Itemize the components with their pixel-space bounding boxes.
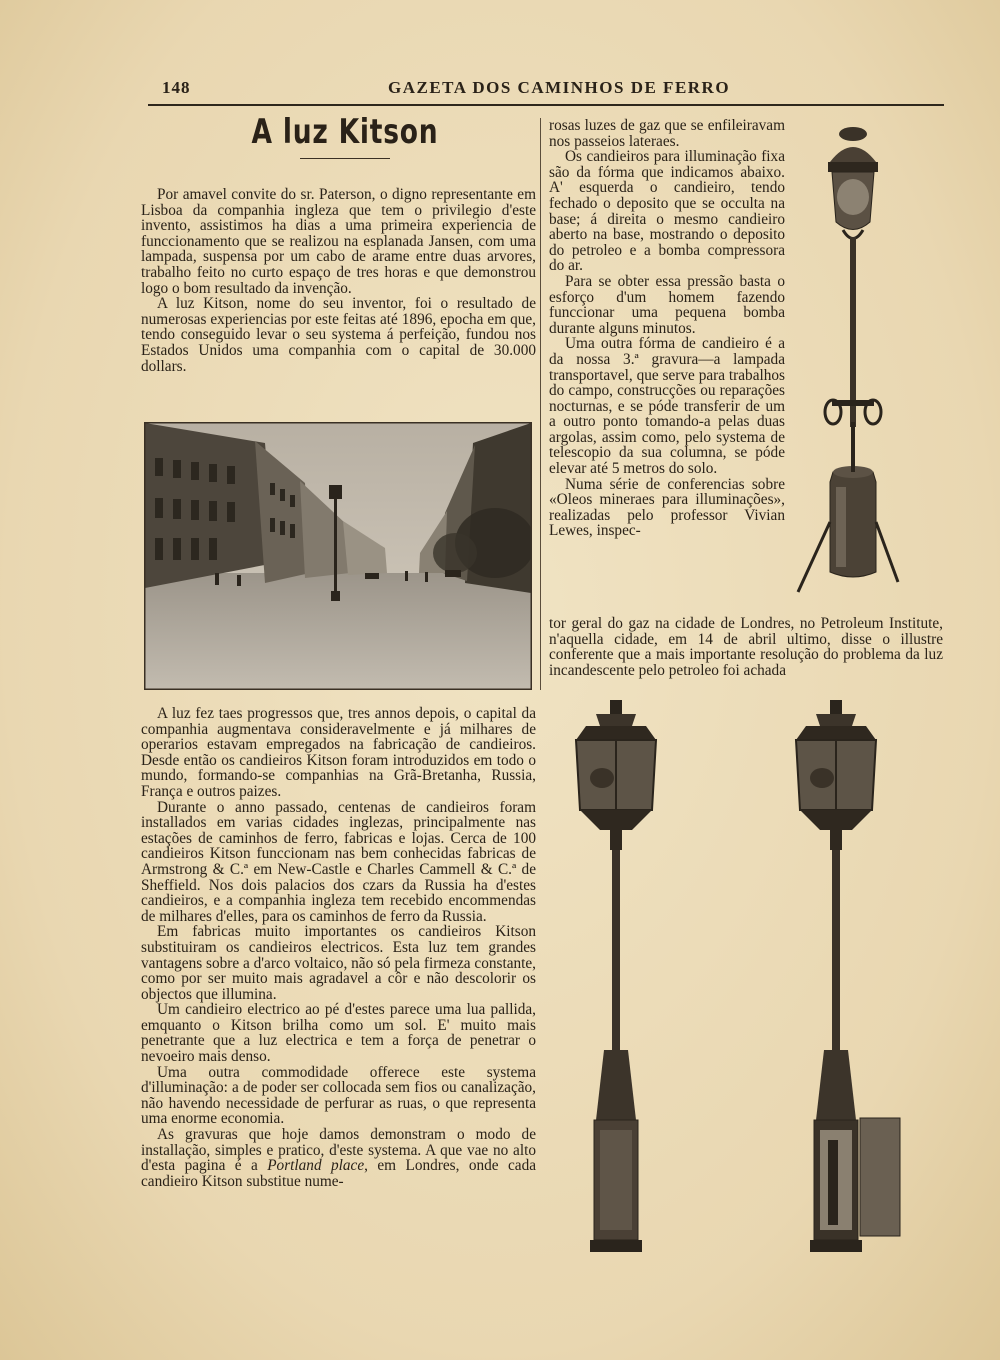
paragraph: Durante o anno passado, centenas de candieiros foram installados em varias cidades inglezas, principalmente nas estações de caminhos de ferro, fabricas e lojas. Cerca de 100 candieiros Kitson funccionam nas bem conhecidas fabricas de Armstrong & C.ª em New-Castle e Charles Cammell & C.ª de Sheffield. Nos dois palacios dos czars da Russia ha d'estes candieiros, e a companhia ingleza tem recebido encommendas de milhares d'elles, para os caminhos de ferro da Russia. bbox=[141, 798, 536, 925]
paragraph: Numa série de conferencias sobre «Oleos mineraes para illuminações», realizadas pelo professor Vivian Lewes, inspec- bbox=[549, 475, 785, 540]
paragraph: Um candieiro electrico ao pé d'estes parece uma lua pallida, emquanto o Kitson brilha como um sol. E' muito mais penetrante que a luz electrica e tem a força de penetrar o nevoeiro mais denso. bbox=[141, 1001, 536, 1066]
place-name: Portland place bbox=[267, 1157, 365, 1175]
wide-tail-text bbox=[549, 616, 943, 678]
paragraph: Os candieiros para illuminação fixa são da fórma que indicamos abaixo. A' esquerda o candieiro, tendo fechado o deposito que se occulta na base; á direita o mesmo candieiro aberto na base, mostrando o deposito do petroleo e a bomba compressora do ar. bbox=[549, 148, 785, 275]
paragraph: Em fabricas muito importantes os candieiros Kitson substituiram os candieiros electricos. Esta luz tem grandes vantagens sobre a d'arco voltaico, não só pela firmeza constante, como por ser muito mais agradavel a côr e não descolorir os objectos que illumina. bbox=[141, 923, 536, 1003]
paragraph bbox=[141, 1127, 536, 1189]
paragraph: tor geral do gaz na cidade de Londres, no Petroleum Institute, n'aquella cidade, em 14 de abril ultimo, disse o illustre conferente que a mais importante resolução do problema da luz incandescente pelo petroleo foi achada bbox=[549, 615, 943, 679]
right-column bbox=[549, 118, 785, 539]
fixed-lamp-open-engraving bbox=[790, 700, 904, 1260]
paragraph: Uma outra commodidade offerece este systema d'illuminação: a de poder ser collocada sem fios ou canalização, não havendo necessidade de perfurar as ruas, o que representa uma enorme economia. bbox=[141, 1063, 536, 1128]
paragraph: Para se obter essa pressão basta o esforço d'um homem fazendo funccionar uma pequena bomba durante alguns minutos. bbox=[549, 272, 785, 337]
paragraph: Uma outra fórma de candieiro é a da nossa 3.ª gravura—a lampada transportavel, que serve para trabalhos do campo, construcções ou reparações nocturnas, e se póde transferir de um a outro ponto tomando-a pelas duas argolas, assim como, pelo systema de telescopio da sua columna, se póde elevar até 5 metros do solo. bbox=[549, 335, 785, 478]
body-column bbox=[141, 706, 536, 1189]
portable-lamp-engraving bbox=[788, 122, 918, 600]
column-divider bbox=[540, 118, 541, 690]
title-rule bbox=[300, 158, 390, 159]
intro-column bbox=[141, 187, 536, 374]
journal-title: GAZETA DOS CAMINHOS DE FERRO bbox=[388, 78, 731, 97]
text-run: As gravuras que hoje damos demonstram o modo de installação, simples e pratico, d'este systema. A que vae no alto d'esta pagina é a bbox=[141, 1126, 536, 1175]
article-title: A luz Kitson bbox=[251, 112, 439, 152]
paragraph: Por amavel convite do sr. Paterson, o digno representante em Lisboa da companhia ingleza que tem o privilegio d'este invento, assistimos ha dias a uma primeira experiencia de funccionamento que se realizou na esplanada Jansen, com uma lampada, suspensa por um cabo de arame entre duas arvores, trabalho feito no curto espaço de tres horas e que demonstrou logo o bom resultado da invenção. bbox=[141, 186, 536, 297]
page-number: 148 bbox=[162, 78, 191, 97]
page-header bbox=[148, 78, 944, 106]
fixed-lamp-closed-engraving bbox=[562, 700, 670, 1260]
paragraph: rosas luzes de gaz que se enfileiravam nos passeios lateraes. bbox=[549, 117, 785, 150]
text-run: , em Londres, onde cada candieiro Kitson substitue nume- bbox=[141, 1157, 537, 1190]
paragraph: A luz fez taes progressos que, tres annos depois, o capital da companhia augmentava consideravelmente e já milhares de operarios estavam empregados na fabricação de candieiros. Desde então os candieiros Kitson foram introduzidos em todo o mundo, formando-se companhias na Grã-Bretanha, Russia, França e outros paizes. bbox=[141, 705, 536, 800]
street-photograph bbox=[144, 422, 532, 690]
paragraph: A luz Kitson, nome do seu inventor, foi o resultado de numerosas experiencias por este feitas até 1896, epocha em que, tendo conseguido levar o seu systema á perfeição, fundou nos Estados Unidos uma companhia com o capital de 30.000 dollars. bbox=[141, 295, 536, 375]
